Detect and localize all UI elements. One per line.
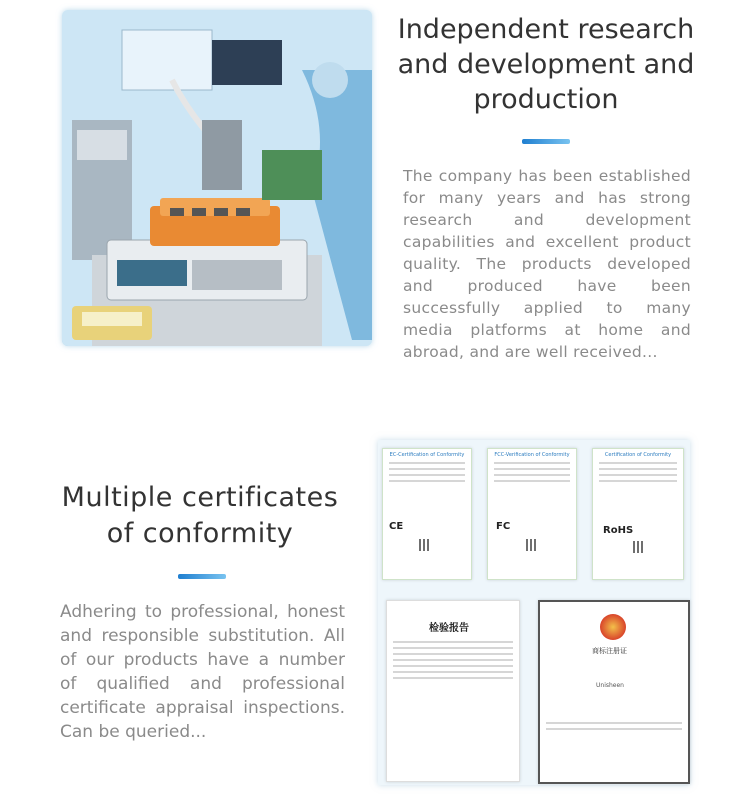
inspection-report <box>386 600 520 782</box>
cert-title-line-1: Multiple certificates <box>61 482 339 513</box>
certificates-section <box>0 440 750 800</box>
cert-accent-divider <box>178 574 226 579</box>
rd-accent-divider <box>522 139 570 144</box>
rohs-certificate <box>592 448 684 580</box>
fcc-certificate-heading: FCC-Verification of Conformity <box>494 452 570 458</box>
national-emblem-icon <box>600 614 626 640</box>
inspection-report-title: 检验报告 <box>429 623 469 634</box>
certificates-image <box>378 440 690 785</box>
factory-photo <box>62 10 372 346</box>
rd-title <box>392 12 700 117</box>
trademark-name: Unisheen <box>596 682 624 689</box>
ce-certificate <box>382 448 472 580</box>
rd-title-line-1: Independent research <box>397 14 695 45</box>
ce-mark: CE <box>389 521 404 532</box>
qr-code-icon <box>526 539 538 551</box>
rd-description: The company has been established for many years and has strong research and development capabilities and excellent product quality. The products developed and produced have been successfully applied to many media platforms at home and abroad, and are well received... <box>403 167 691 361</box>
rd-title-line-2: and development and <box>397 49 695 80</box>
rd-section <box>0 0 750 380</box>
cert-description: Adhering to professional, honest and responsible substitution. All of our products have a number of qualified and professional certificate appraisal inspections. Can be queried... <box>60 602 345 742</box>
rohs-certificate-heading: Certification of Conformity <box>604 452 672 458</box>
fcc-certificate <box>487 448 577 580</box>
cert-title <box>50 480 350 552</box>
fcc-mark: FC <box>496 521 511 532</box>
cert-title-line-2: of conformity <box>106 518 294 549</box>
rd-title-line-3: production <box>473 84 619 115</box>
factory-illustration <box>62 10 372 346</box>
qr-code-icon <box>419 539 431 551</box>
trademark-certificate <box>538 600 690 784</box>
trademark-title: 商标注册证 <box>592 647 627 655</box>
rohs-mark: RoHS <box>603 525 634 536</box>
qr-code-icon <box>633 541 645 553</box>
ce-certificate-heading: EC-Certification of Conformity <box>389 452 465 458</box>
